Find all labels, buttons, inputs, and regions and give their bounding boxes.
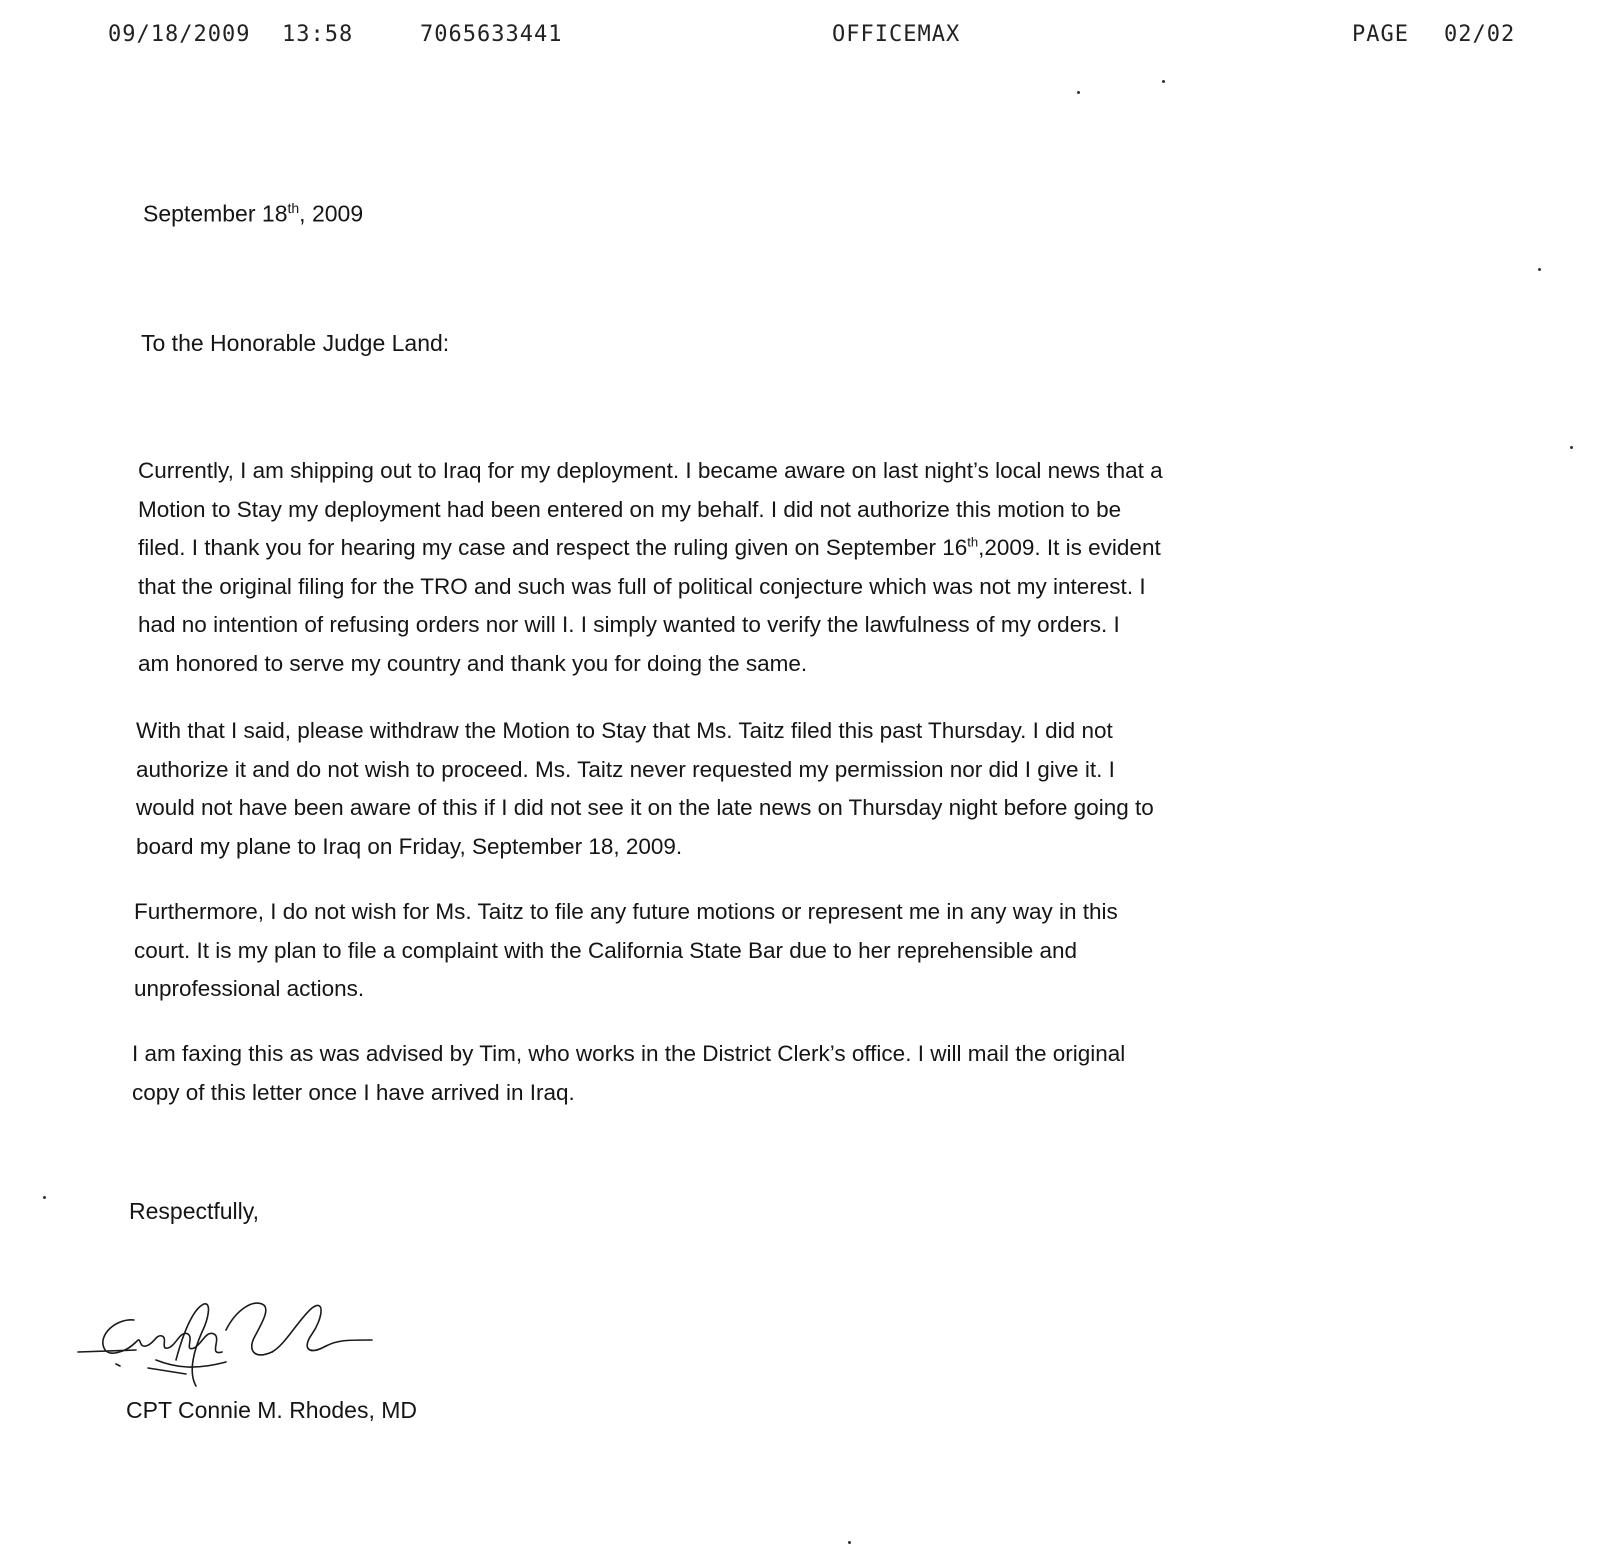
fax-header [0,22,1600,58]
paragraph-line [138,529,1378,568]
fax-date: 09/18/2009 [108,22,251,47]
paragraph-line: that the original filing for the TRO and such was full of political conjecture which was not my interest. I [138,573,1146,599]
paragraph-line: had no intention of refusing orders nor will I. I simply wanted to verify the lawfulness of my orders. I [138,612,1120,637]
paragraph-2 [136,712,1376,866]
paragraph-4 [132,1035,1372,1112]
paragraph-line: board my plane to Iraq on Friday, September 18, 2009. [136,833,683,859]
paragraph-line-part: filed. I thank you for hearing my case and respect the ruling given on September 16 [138,535,968,560]
fax-page-label: PAGE [1352,22,1409,47]
paragraph-line-part: ,2009. It is evident [978,535,1161,560]
fax-page-number: 02/02 [1444,22,1516,47]
scan-speck [43,1196,46,1199]
paragraph-line: unprofessional actions. [134,976,365,1001]
letter-date [143,200,363,228]
scan-speck [1077,91,1080,94]
letter-date-year: , 2009 [299,200,364,227]
paragraph-line: With that I said, please withdraw the Motion to Stay that Ms. Taitz filed this past Thursday. I did not [136,718,1113,743]
paragraph-line: Furthermore, I do not wish for Ms. Taitz to file any future motions or represent me in any way in this [134,899,1118,924]
ordinal-suffix: th [967,534,979,550]
paragraph-line: am honored to serve my country and thank you for doing the same. [138,650,808,676]
paragraph-line: Currently, I am shipping out to Iraq for my deployment. I became aware on last night’s local news that a [138,458,1163,483]
scan-speck [1162,80,1165,83]
paragraph-line: court. It is my plan to file a complaint with the California State Bar due to her reprehensible and [134,937,1078,963]
salutation: To the Honorable Judge Land: [141,330,450,356]
paragraph-3 [134,893,1374,1009]
fax-phone-number: 7065633441 [420,22,563,47]
letter-date-month-day: September 18 [143,200,288,227]
paragraph-line: I am faxing this as was advised by Tim, who works in the District Clerk’s office. I will mail the original [132,1041,1126,1066]
paragraph-line: Motion to Stay my deployment had been entered on my behalf. I did not authorize this motion to be [138,496,1122,522]
scan-speck [1538,268,1541,271]
letter-date-suffix: th [287,200,300,216]
closing: Respectfully, [129,1198,259,1224]
paragraph-line: copy of this letter once I have arrived in Iraq. [132,1079,575,1105]
scan-speck [848,1541,851,1544]
fax-sender: OFFICEMAX [832,22,961,47]
handwritten-signature [76,1290,376,1400]
paragraph-line: authorize it and do not wish to proceed. Ms. Taitz never requested my permission nor did I give it. I [136,756,1115,782]
signer-name: CPT Connie M. Rhodes, MD [126,1397,418,1423]
paragraph-line: would not have been aware of this if I did not see it on the late news on Thursday night before going to [136,795,1154,820]
scan-speck [1570,446,1573,449]
fax-time: 13:58 [282,22,354,47]
paragraph-1 [138,452,1378,683]
